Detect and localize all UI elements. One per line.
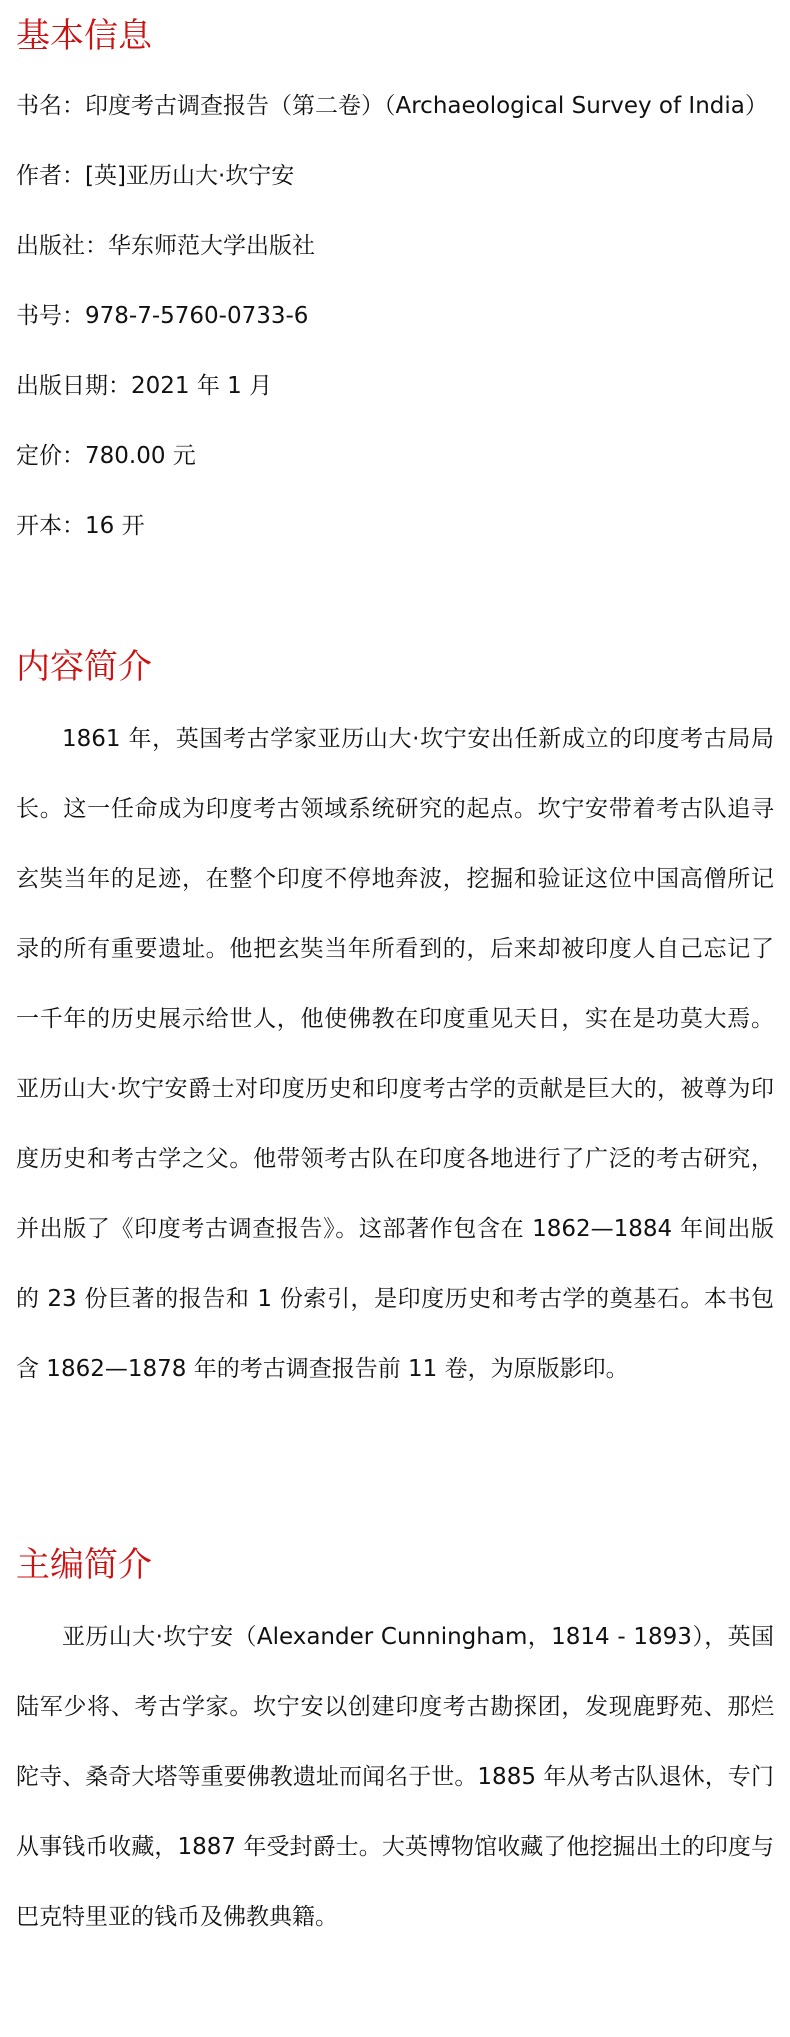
isbn-line: 书号：978-7-5760-0733-6 [16, 303, 309, 329]
summary-paragraph: 1861 年，英国考古学家亚历山大·坎宁安出任新成立的印度考古局局长。这一任命成为印度考古领域系统研究的起点。坎宁安带着考古队追寻玄奘当年的足迹，在整个印度不停地奔波，挖掘和验证这位中国高僧所记录的所有重要遗址。他把玄奘当年所看到的，后来却被印度人自己忘记了一千年的历史展示给世人，他使佛教在印度重见天日，实在是功莫大焉。 亚历山大·坎宁安爵士对印度历史和印度考古学的贡献是巨大的，被尊为印度历史和考古学之父。他带领考古队在印度各地进行了广泛的考古研究，并出版了《印度考古调查报告》。这部著作包含在 1862—1884 年间出版的 23 份巨著的报告和 1 份索引，是印度历史和考古学的奠基石。本书包含 1862—1878 年的考古调查报告前 11 卷，为原版影印。 [16, 726, 774, 1382]
format-line: 开本：16 开 [16, 513, 145, 539]
basic-info-list [16, 90, 776, 580]
editor-paragraph: 亚历山大·坎宁安（Alexander Cunningham，1814 - 1893），英国陆军少将、考古学家。坎宁安以创建印度考古勘探团，发现鹿野苑、那烂陀寺、桑奇大塔等重要佛教遗址而闻名于世。1885 年从考古队退休，专门从事钱币收藏，1887 年受封爵士。大英博物馆收藏了他挖掘出土的印度与巴克特里亚的钱币及佛教典籍。 [16, 1624, 774, 1930]
section-title-editor: 主编简介 [16, 1545, 152, 1585]
author-line: 作者：[英]亚历山大·坎宁安 [16, 163, 295, 189]
book-title-line: 书名：印度考古调查报告（第二卷）（Archaeological Survey of India） [16, 93, 768, 119]
section-title-basic-info: 基本信息 [16, 16, 152, 56]
price-line: 定价：780.00 元 [16, 443, 196, 469]
publisher-line: 出版社：华东师范大学出版社 [16, 233, 315, 259]
section-title-summary: 内容简介 [16, 647, 152, 687]
publish-date-line: 出版日期：2021 年 1 月 [16, 373, 273, 399]
